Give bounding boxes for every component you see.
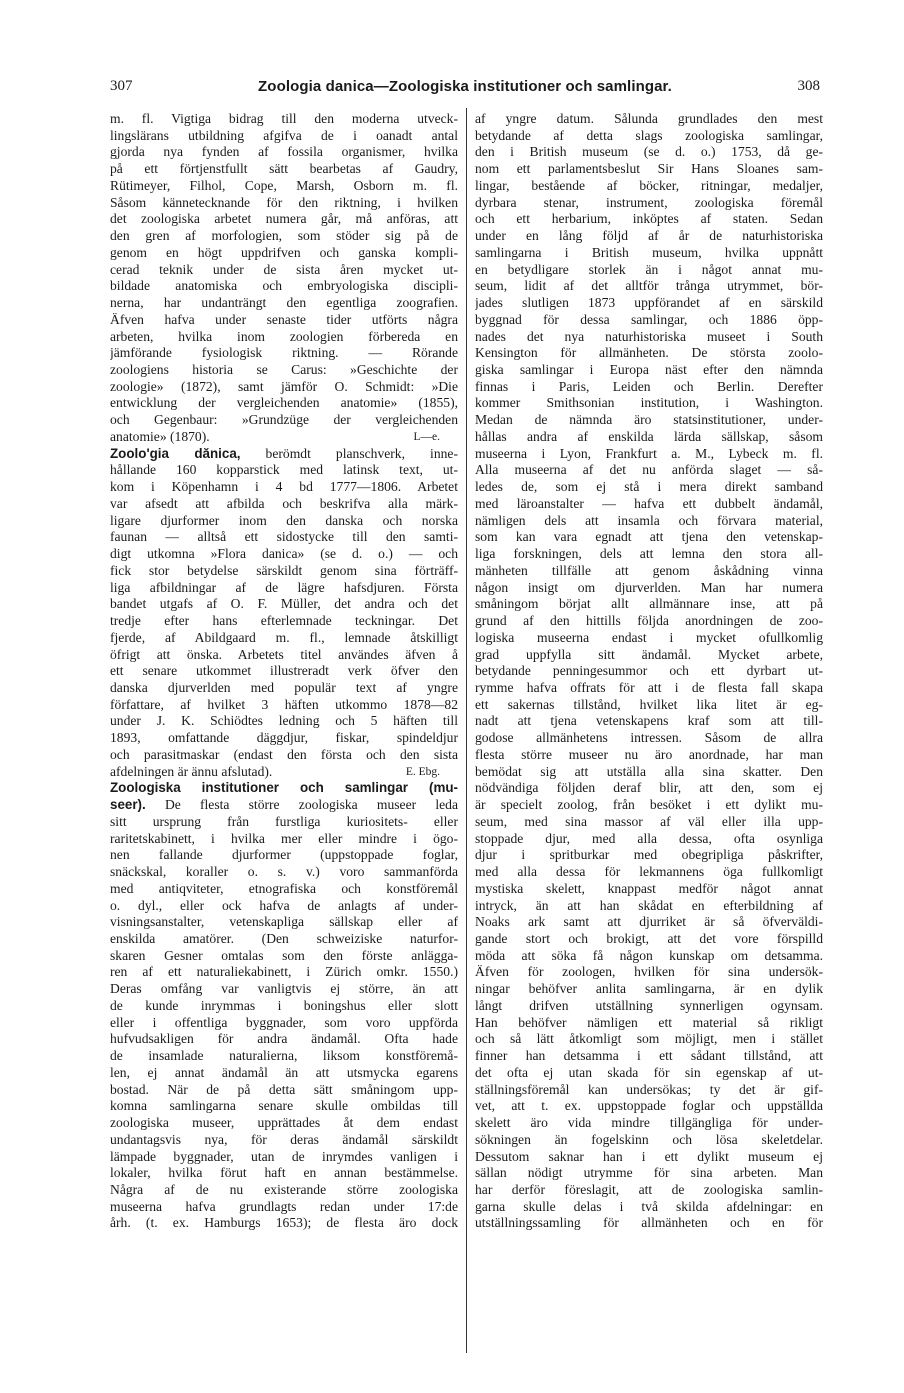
text-line: någon insigt om djurverlden. Man har numera bbox=[475, 579, 823, 595]
text-line: långt drifven utställning synnerligen ogynsam. bbox=[475, 997, 823, 1013]
text-line: nerna, har undanträngt den egentliga zoografien. bbox=[110, 295, 458, 311]
text-line: Äfven för zoologen, hvilken för sina undersök- bbox=[475, 964, 823, 980]
text-line: logiska museerna endast i mycket ofullkomlig bbox=[475, 629, 823, 645]
text-line: djur i spritburkar med obegripliga påskrifter, bbox=[475, 847, 823, 863]
signed-line-text: afdelningen är ännu afslutad). bbox=[110, 763, 273, 779]
text-line: af yngre datum. Sålunda grundlades den mest bbox=[475, 111, 823, 126]
column-divider bbox=[466, 108, 467, 1353]
text-line: danska djurverlden med populär text af yngre bbox=[110, 679, 458, 695]
text-line: småningom börjat allt allmännare inse, att på bbox=[475, 596, 823, 612]
entry-heading-line bbox=[110, 446, 458, 463]
text-line: godose allmänhetens intressen. Såsom de allra bbox=[475, 730, 823, 746]
text-line: med läroanstalter — hafva ett dubbelt ändamål, bbox=[475, 495, 823, 511]
text-line: zoologiska museer, upprättades åt dem endast bbox=[110, 1115, 458, 1131]
text-line: hufvudsakligen för andra ändamål. Ofta hade bbox=[110, 1031, 458, 1047]
text-line: med alla dessa för lekmannens öga fullkomligt bbox=[475, 864, 823, 880]
text-line: bildade anatomiska och embryologiska discipli- bbox=[110, 278, 458, 294]
text-line: garna skulle delas i två skilda afdelningar: en bbox=[475, 1198, 823, 1214]
text-line: intryck, än att han skådat en efterbildning af bbox=[475, 897, 823, 913]
text-line: bostad. När de på detta sätt småningom upp- bbox=[110, 1081, 458, 1097]
text-line: m. fl. Vigtiga bidrag till den moderna utveck- bbox=[110, 111, 458, 126]
text-line: seum, med sina massor af väl eller illa upp- bbox=[475, 813, 823, 829]
page-header bbox=[110, 78, 820, 100]
text-line: den gren af morfologien, som stöder sig på de bbox=[110, 228, 458, 244]
text-line: skelett äro vida mindre tillgängliga för under- bbox=[475, 1115, 823, 1131]
text-line: faunan — alltså ett sidostycke till den samti- bbox=[110, 529, 458, 545]
text-line: sitt ursprung från furstliga kuriositets- eller bbox=[110, 813, 458, 829]
text-line: sällan nödigt utrymme för sina arbeten. Man bbox=[475, 1165, 823, 1181]
text-line: Kensington för allmänheten. De största zoolo- bbox=[475, 345, 823, 361]
entry-keyword: Zoolo'gia dănica, bbox=[110, 445, 241, 461]
text-line: betydande penningesummor och ett dyrbart ut- bbox=[475, 663, 823, 679]
text-line: under J. K. Schiödtes ledning och 5 häften till bbox=[110, 713, 458, 729]
text-line: ningar behöfver anlita samlingarna, är en dylik bbox=[475, 981, 823, 997]
entry-heading-line bbox=[110, 797, 458, 814]
text-line: samlingarna i British museum, hvilka uppnått bbox=[475, 244, 823, 260]
text-line: är specielt zoolog, från besöket i ett dylikt mu- bbox=[475, 797, 823, 813]
text-line: nom ett parlamentsbeslut Sir Hans Sloanes sam- bbox=[475, 161, 823, 177]
text-line: Noaks ark samt att djurriket är så öfverväldi- bbox=[475, 914, 823, 930]
text-line: har derför föreslagit, att de zoologiska samlin- bbox=[475, 1182, 823, 1197]
text-line: snäckskal, koraller o. s. v.) voro sammanförda bbox=[110, 864, 458, 880]
text-line: Alla museerna af det nu anförda slaget — så- bbox=[475, 462, 823, 478]
text-line: digt utkomna »Flora danica» (se d. o.) — och bbox=[110, 546, 458, 562]
text-line: och så lätt åtkomligt som möjligt, men i stället bbox=[475, 1031, 823, 1047]
text-line: Dessutom saknar han i ett dylikt museum ej bbox=[475, 1148, 823, 1164]
zoologiska-institutioner-text bbox=[110, 814, 458, 1232]
text-line: öfrigt att önska. Arbetets titel användes äfven å bbox=[110, 646, 458, 662]
text-line: komna samlingarna senare skulle ombildas till bbox=[110, 1098, 458, 1114]
text-line: de kunde inrymmas i boningshus eller slott bbox=[110, 997, 458, 1013]
text-line: det ofta ej utan skada för sin egenskap af ut- bbox=[475, 1064, 823, 1080]
text-line: de insamlade naturalierna, liksom konstföremå- bbox=[110, 1048, 458, 1064]
text-line: skaren Gesner omtalas som den förste anlägga- bbox=[110, 947, 458, 963]
text-line: finnas i Paris, Leiden och Berlin. Derefter bbox=[475, 378, 823, 394]
text-line: enskilda amatörer. (Den schweiziske naturfor- bbox=[110, 930, 458, 946]
text-line: visningsanstalter, vetenskapliga sällskap eller af bbox=[110, 914, 458, 930]
text-line: bandet utgafs af O. F. Müller, det andra och det bbox=[110, 596, 458, 612]
text-line: under en lång följd af år de naturhistoriska bbox=[475, 228, 823, 244]
text-line: författare, af hvilket 3 häften utkommo 1878—82 bbox=[110, 696, 458, 712]
text-line: zoologie» (1872), samt jämför O. Schmidt: »Die bbox=[110, 378, 458, 394]
text-line: liga forskningen, dels att lemna den stora all- bbox=[475, 546, 823, 562]
text-line: museerna hafva grundlagts redan under 17:de bbox=[110, 1198, 458, 1214]
text-line: med antiqviteter, etnografiska och konstföremål bbox=[110, 880, 458, 896]
text-line: len, ej annat ändamål än att utsmycka egarens bbox=[110, 1064, 458, 1080]
text-line: rymme hafva offrats för att i de flesta fall skapa bbox=[475, 679, 823, 695]
signed-line-text: anatomie» (1870). bbox=[110, 428, 210, 444]
text-line: undantagsvis nya, för deras ändamål särskildt bbox=[110, 1131, 458, 1147]
text-line: ett sakernas tillstånd, hvilket lika litet är eg- bbox=[475, 696, 823, 712]
entry-keyword: seer). bbox=[110, 797, 146, 813]
text-line: genom en högt uppdrifven och ganska kompli- bbox=[110, 244, 458, 260]
text-line: nödvändiga följden deraf blir, att den, som ej bbox=[475, 780, 823, 796]
text-line: hållande 160 kopparstick med latinsk text, ut- bbox=[110, 462, 458, 478]
text-line: nämligen dels att insamla och förvara material, bbox=[475, 512, 823, 528]
text-line: Medan de nämnda äro statsinstitutioner, under- bbox=[475, 412, 823, 428]
zoologia-intro-text bbox=[110, 111, 458, 429]
text-line: byggnad för dessa samlingar, och 1886 öpp- bbox=[475, 311, 823, 327]
text-line: jämförande fysiologisk riktning. — Rörande bbox=[110, 345, 458, 361]
signed-line bbox=[110, 764, 458, 781]
text-line: Äfven hafva under senaste tider utförts några bbox=[110, 311, 458, 327]
text-line: lokaler, hvilka förut haft en annan bestämmelse. bbox=[110, 1165, 458, 1181]
text-line: och parasitmaskar (endast den första och den sista bbox=[110, 746, 458, 762]
text-line: Såsom kännetecknande för den riktning, i hvilken bbox=[110, 194, 458, 210]
text-line: ett senare utkommet illustreradt verk öfver den bbox=[110, 663, 458, 679]
text-line: ren af ett naturaliekabinett, i Zürich omkr. 1550.) bbox=[110, 964, 458, 980]
text-line: mystiska skelett, knappast medför något annat bbox=[475, 880, 823, 896]
text-line: fjerde, af Abildgaard m. fl., lemnade åtskilligt bbox=[110, 629, 458, 645]
text-line: nen fallande djurformer (uppstoppade foglar, bbox=[110, 847, 458, 863]
text-line: ställningsföremål kan undersökas; ty det är gif- bbox=[475, 1081, 823, 1097]
text-line: seum, lidit af det alltför trånga utrymmet, bör- bbox=[475, 278, 823, 294]
right-column-text bbox=[475, 111, 823, 1232]
text-line: o. dyl., eller ock hafva de anlagts af under- bbox=[110, 897, 458, 913]
text-line: giska samlingar i Europa näst efter den nämnda bbox=[475, 362, 823, 378]
text-line: ligare djurformer inom den danska och norska bbox=[110, 512, 458, 528]
text-line: gjorda nya fynden af fossila organismer, hvilka bbox=[110, 144, 458, 160]
text-line: nadt att tjena vetenskapens kraf som att till- bbox=[475, 713, 823, 729]
text-line: 1893, omfattande däggdjur, fiskar, spindeldjur bbox=[110, 730, 458, 746]
text-line: nades det nya naturhistoriska museet i South bbox=[475, 328, 823, 344]
running-title: Zoologia danica—Zoologiska institutioner och samlingar. bbox=[258, 78, 672, 95]
zoologia-danica-text bbox=[110, 462, 458, 763]
entry-keyword: Zoologiska institutioner och samlingar (mu- bbox=[110, 780, 458, 796]
text-line: utställningssamling för allmänheten och en för bbox=[475, 1215, 823, 1231]
text-line: cerad teknik under de sista åren mycket ut- bbox=[110, 261, 458, 277]
text-line: på ett förtjenstfullt sätt bearbetas af Gaudry, bbox=[110, 161, 458, 177]
text-line: och Gegenbaur: »Grundzüge der vergleichenden bbox=[110, 412, 458, 428]
text-line: bemödat sig att utställa alla sina skatter. Den bbox=[475, 763, 823, 779]
text-line: finner han detsamma i ett sådant tillstånd, att bbox=[475, 1048, 823, 1064]
text-line: arbeten, hvilka inom zoologien förbereda en bbox=[110, 328, 458, 344]
text-line: jades slutligen 1873 uppförandet af en särskild bbox=[475, 295, 823, 311]
text-line: var afsedt att afbilda och beskrifva alla märk- bbox=[110, 495, 458, 511]
text-line: fick stor betydelse särskildt genom sina förträff- bbox=[110, 562, 458, 578]
text-line: som kan vara egnadt att tjena den vetenskap- bbox=[475, 529, 823, 545]
text-line: gande stort och brokigt, att det vore förspilld bbox=[475, 930, 823, 946]
author-signature: L—e. bbox=[413, 430, 440, 443]
text-line: hållas andra af enskilda lärda sällskap, såsom bbox=[475, 428, 823, 444]
text-line: liga afbildningar af de lägre hafsdjuren. Första bbox=[110, 579, 458, 595]
text-line: grad uppfylla sitt ändamål. Mycket arbete, bbox=[475, 646, 823, 662]
text-line: och ett herbarium, inköptes af staten. Sedan bbox=[475, 211, 823, 227]
text-line: stoppade djur, med alla dessa, ofta osynliga bbox=[475, 830, 823, 846]
entry-heading-line bbox=[110, 780, 458, 797]
text-line: eller i offentliga byggnader, som voro uppförda bbox=[110, 1014, 458, 1030]
text-line: vet, att t. ex. uppstoppade foglar och uppställda bbox=[475, 1098, 823, 1114]
text-line: betydande af detta slags zoologiska samlingar, bbox=[475, 127, 823, 143]
text-line: det zoologiska arbetet numera går, må anföras, att bbox=[110, 211, 458, 227]
text-line: grund af den hittills följda anordningen de zoo- bbox=[475, 613, 823, 629]
text-line: kom i Köpenhamn i 4 bd 1777—1806. Arbetet bbox=[110, 479, 458, 495]
left-column bbox=[110, 111, 458, 1232]
text-line: årh. (t. ex. Hamburgs 1653); de flesta äro dock bbox=[110, 1215, 458, 1231]
text-line: sökningen än fogelskinn och lösa skeletdelar. bbox=[475, 1131, 823, 1147]
text-line: zoologiens historia se Carus: »Geschichte der bbox=[110, 362, 458, 378]
text-line: möda att söka få någon kunskap om detsamma. bbox=[475, 947, 823, 963]
entry-text: berömdt planschverk, inne- bbox=[240, 445, 458, 461]
text-line: museerna i Lyon, Frankfurt a. M., Lybeck m. fl. bbox=[475, 445, 823, 461]
text-line: en betydligare storlek än i något annat mu- bbox=[475, 261, 823, 277]
text-line: Rütimeyer, Filhol, Cope, Marsh, Osborn m. fl. bbox=[110, 177, 458, 193]
text-line: Några af de nu existerande större zoologiska bbox=[110, 1182, 458, 1197]
text-line: mänheten tillfälle att genom åskådning vinna bbox=[475, 562, 823, 578]
text-line: lingar, bestående af böcker, ritningar, medaljer, bbox=[475, 177, 823, 193]
signed-line bbox=[110, 429, 458, 446]
text-line: kommer Smithsonian institution, i Washington. bbox=[475, 395, 823, 411]
text-line: ledes de, som ej stå i mera direkt samband bbox=[475, 479, 823, 495]
text-line: lämpade byggnader, utan de inrymdes vanligen i bbox=[110, 1148, 458, 1164]
text-line: raritetskabinett, i hvilka mer eller mindre i ögo- bbox=[110, 830, 458, 846]
entry-text: De flesta större zoologiska museer leda bbox=[145, 797, 458, 813]
text-line: tredje efter hans efterlemnade teckningar. Det bbox=[110, 613, 458, 629]
right-column bbox=[475, 111, 823, 1232]
author-signature: E. Ebg. bbox=[405, 765, 440, 778]
text-line: Han behöfver nämligen ett material så rikligt bbox=[475, 1014, 823, 1030]
text-line: Deras omfång var vanligtvis ej större, än att bbox=[110, 981, 458, 997]
text-line: lingslärans utbildning afgifva de i oanadt antal bbox=[110, 127, 458, 143]
text-line: entwicklung der vergleichenden anatomie» (1855), bbox=[110, 395, 458, 411]
page-number-left: 307 bbox=[110, 78, 133, 94]
page-number-right: 308 bbox=[797, 78, 820, 94]
text-line: dyrbara stenar, instrument, zoologiska föremål bbox=[475, 194, 823, 210]
text-line: flesta större museer nu äro anordnade, har man bbox=[475, 746, 823, 762]
text-line: den i British museum (se d. o.) 1753, då ge- bbox=[475, 144, 823, 160]
